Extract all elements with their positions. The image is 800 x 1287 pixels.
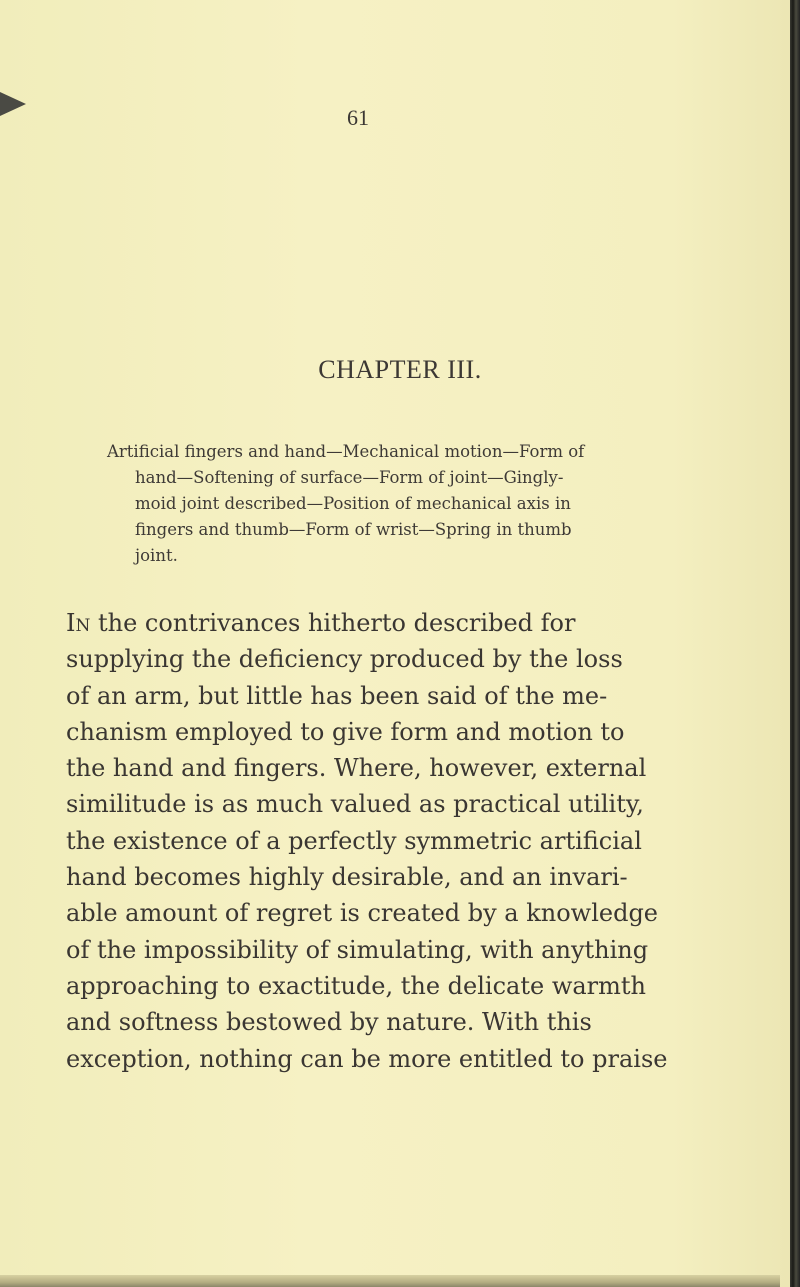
drop-word: In	[66, 609, 91, 637]
body-line: the existence of a perfectly symmetric artificial	[66, 826, 642, 855]
body-line: similitude is as much valued as practical utility,	[66, 790, 644, 819]
book-binding-edge	[790, 0, 800, 1287]
summary-line: joint.	[135, 546, 178, 565]
summary-line: hand—Softening of surface—Form of joint—Gingly-	[135, 468, 564, 487]
body-line: the hand and fingers. Where, however, external	[66, 754, 647, 783]
summary-line: fingers and thumb—Form of wrist—Spring in thumb	[135, 520, 572, 539]
chapter-summary	[107, 439, 662, 569]
summary-line: moid joint described—Position of mechanical axis in	[135, 494, 571, 513]
body-line-rest: the contrivances hitherto described for	[90, 609, 576, 637]
body-line: approaching to exactitude, the delicate warmth	[66, 971, 647, 1000]
body-line: supplying the deficiency produced by the loss	[66, 645, 623, 674]
body-line: of the impossibility of simulating, with anything	[66, 935, 649, 964]
body-line: able amount of regret is created by a knowledge	[66, 899, 659, 928]
body-line	[66, 605, 676, 641]
body-paragraph	[66, 605, 676, 1077]
page-number: 61	[347, 105, 369, 130]
body-line: and softness bestowed by nature. With this	[66, 1008, 592, 1037]
page-corner-mark	[0, 92, 26, 116]
body-line: hand becomes highly desirable, and an invari-	[66, 863, 628, 892]
body-line: exception, nothing can be more entitled to praise	[66, 1044, 668, 1073]
page-bottom-edge	[0, 1275, 780, 1287]
chapter-title: CHAPTER III.	[318, 355, 482, 384]
summary-line: Artificial fingers and hand—Mechanical motion—Form of	[107, 442, 585, 461]
body-line: of an arm, but little has been said of the me-	[66, 681, 608, 710]
body-line: chanism employed to give form and motion to	[66, 717, 625, 746]
